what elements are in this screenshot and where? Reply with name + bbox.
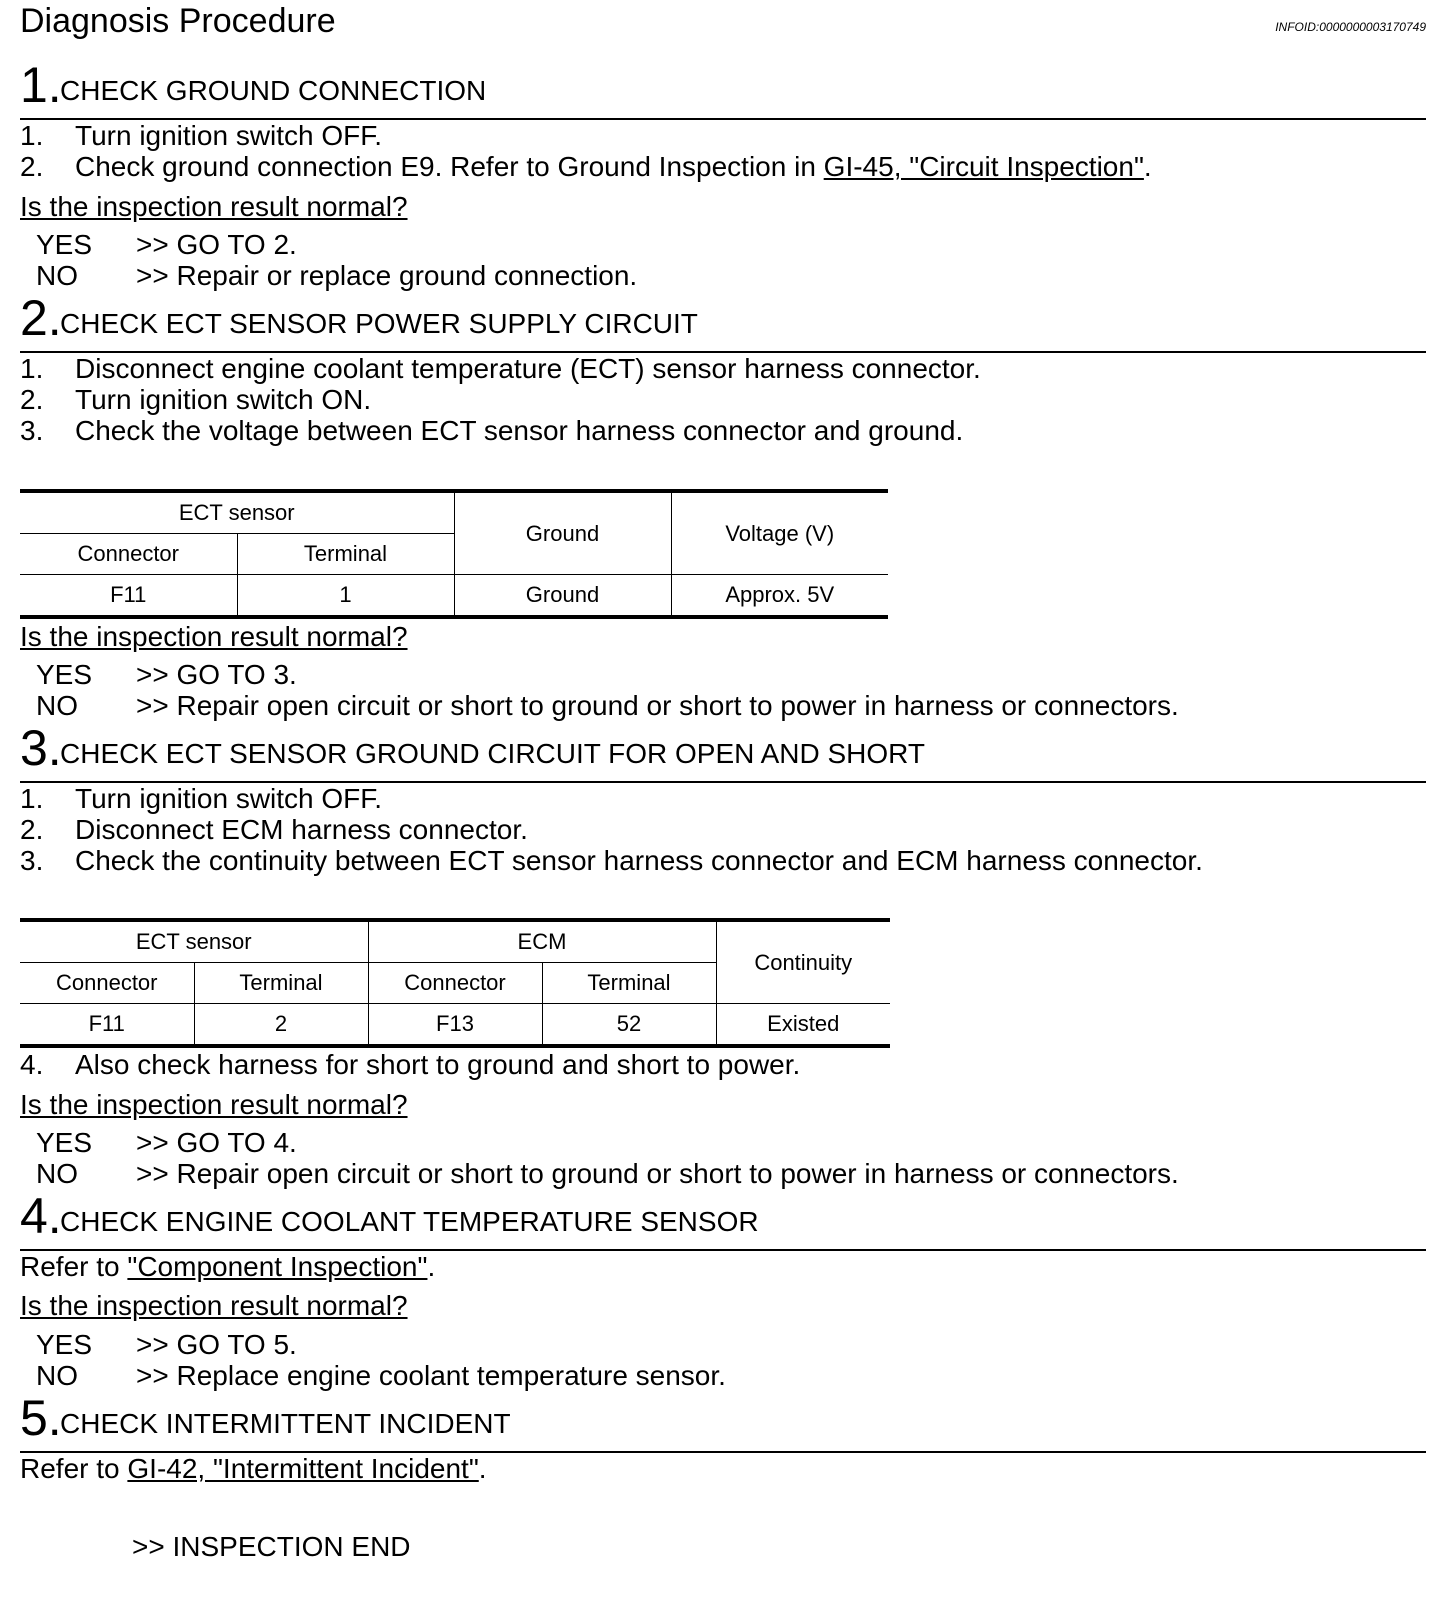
step-3-item-2: 2. Disconnect ECM harness connector. xyxy=(20,814,528,845)
table-header: Connector xyxy=(20,963,194,1004)
inspection-end: >> INSPECTION END xyxy=(132,1531,411,1562)
table-group-header: ECT sensor xyxy=(20,920,368,963)
step-5-header xyxy=(20,1391,1426,1453)
step-1-header xyxy=(20,58,1426,120)
step-4-header xyxy=(20,1189,1426,1251)
step-3-item-1: 1. Turn ignition switch OFF. xyxy=(20,783,383,814)
table-cell: 2 xyxy=(194,1004,368,1047)
step-2-item-3: 3. Check the voltage between ECT sensor harness connector and ground. xyxy=(20,415,964,446)
info-id: INFOID:0000000003170749 xyxy=(1275,20,1426,34)
table-header: Terminal xyxy=(237,534,454,575)
inspection-question: Is the inspection result normal? xyxy=(20,1089,408,1120)
step-4-refer: Refer to "Component Inspection". xyxy=(20,1251,436,1282)
step-1-item-1: 1. Turn ignition switch OFF. xyxy=(20,120,383,151)
table-cell: 52 xyxy=(542,1004,716,1047)
table-row xyxy=(20,575,888,618)
yes-answer: YES >> GO TO 3. xyxy=(36,659,297,690)
step-3-item-3: 3. Check the continuity between ECT sensor harness connector and ECM harness connector. xyxy=(20,845,1203,876)
gi-42-intermittent-incident-link[interactable]: GI-42, "Intermittent Incident" xyxy=(127,1453,479,1484)
step-2-item-2: 2. Turn ignition switch ON. xyxy=(20,384,372,415)
table-header: Terminal xyxy=(194,963,368,1004)
step-title: CHECK ENGINE COOLANT TEMPERATURE SENSOR xyxy=(60,1206,759,1237)
table-group-header: ECM xyxy=(368,920,716,963)
table-cell: Existed xyxy=(716,1004,890,1047)
inspection-question: Is the inspection result normal? xyxy=(20,621,408,652)
table-cell: 1 xyxy=(237,575,454,618)
page-title: Diagnosis Procedure xyxy=(20,2,336,40)
no-answer: NO >> Repair open circuit or short to ground or short to power in harness or connectors. xyxy=(36,690,1179,721)
yes-answer: YES >> GO TO 5. xyxy=(36,1329,297,1360)
table-cell: Approx. 5V xyxy=(671,575,888,618)
step-2-header xyxy=(20,291,1426,353)
table-header: Voltage (V) xyxy=(671,491,888,575)
step-title: CHECK ECT SENSOR POWER SUPPLY CIRCUIT xyxy=(60,308,698,339)
table-header: Connector xyxy=(368,963,542,1004)
step-title: CHECK GROUND CONNECTION xyxy=(60,75,487,106)
table-cell: F11 xyxy=(20,575,237,618)
step-number: 5. xyxy=(20,1390,62,1446)
component-inspection-link[interactable]: "Component Inspection" xyxy=(127,1251,428,1282)
table-cell: F11 xyxy=(20,1004,194,1047)
no-answer: NO >> Replace engine coolant temperature sensor. xyxy=(36,1360,726,1391)
table-cell: Ground xyxy=(454,575,671,618)
step-3-item-4: 4. Also check harness for short to ground and short to power. xyxy=(20,1049,801,1080)
table-group-header: ECT sensor xyxy=(20,491,454,534)
continuity-check-table xyxy=(20,918,890,1048)
step-number: 1. xyxy=(20,57,62,113)
step-5-refer: Refer to GI-42, "Intermittent Incident". xyxy=(20,1453,487,1484)
step-title: CHECK ECT SENSOR GROUND CIRCUIT FOR OPEN AND SHORT xyxy=(60,738,925,769)
step-number: 3. xyxy=(20,720,62,776)
table-header: Continuity xyxy=(716,920,890,1004)
no-answer: NO >> Repair or replace ground connection. xyxy=(36,260,638,291)
step-number: 2. xyxy=(20,290,62,346)
inspection-question: Is the inspection result normal? xyxy=(20,191,408,222)
no-answer: NO >> Repair open circuit or short to ground or short to power in harness or connectors. xyxy=(36,1158,1179,1189)
table-row xyxy=(20,1004,890,1047)
step-3-header xyxy=(20,721,1426,783)
yes-answer: YES >> GO TO 4. xyxy=(36,1127,297,1158)
step-1-item-2: 2. Check ground connection E9. Refer to Ground Inspection in GI-45, "Circuit Inspection". xyxy=(20,151,1152,182)
table-header: Connector xyxy=(20,534,237,575)
step-number: 4. xyxy=(20,1188,62,1244)
yes-answer: YES >> GO TO 2. xyxy=(36,229,297,260)
gi-45-circuit-inspection-link[interactable]: GI-45, "Circuit Inspection" xyxy=(823,151,1144,182)
table-header: Ground xyxy=(454,491,671,575)
step-title: CHECK INTERMITTENT INCIDENT xyxy=(60,1408,511,1439)
table-cell: F13 xyxy=(368,1004,542,1047)
table-header: Terminal xyxy=(542,963,716,1004)
voltage-check-table xyxy=(20,489,888,619)
inspection-question: Is the inspection result normal? xyxy=(20,1290,408,1321)
step-2-item-1: 1. Disconnect engine coolant temperature (ECT) sensor harness connector. xyxy=(20,353,981,384)
